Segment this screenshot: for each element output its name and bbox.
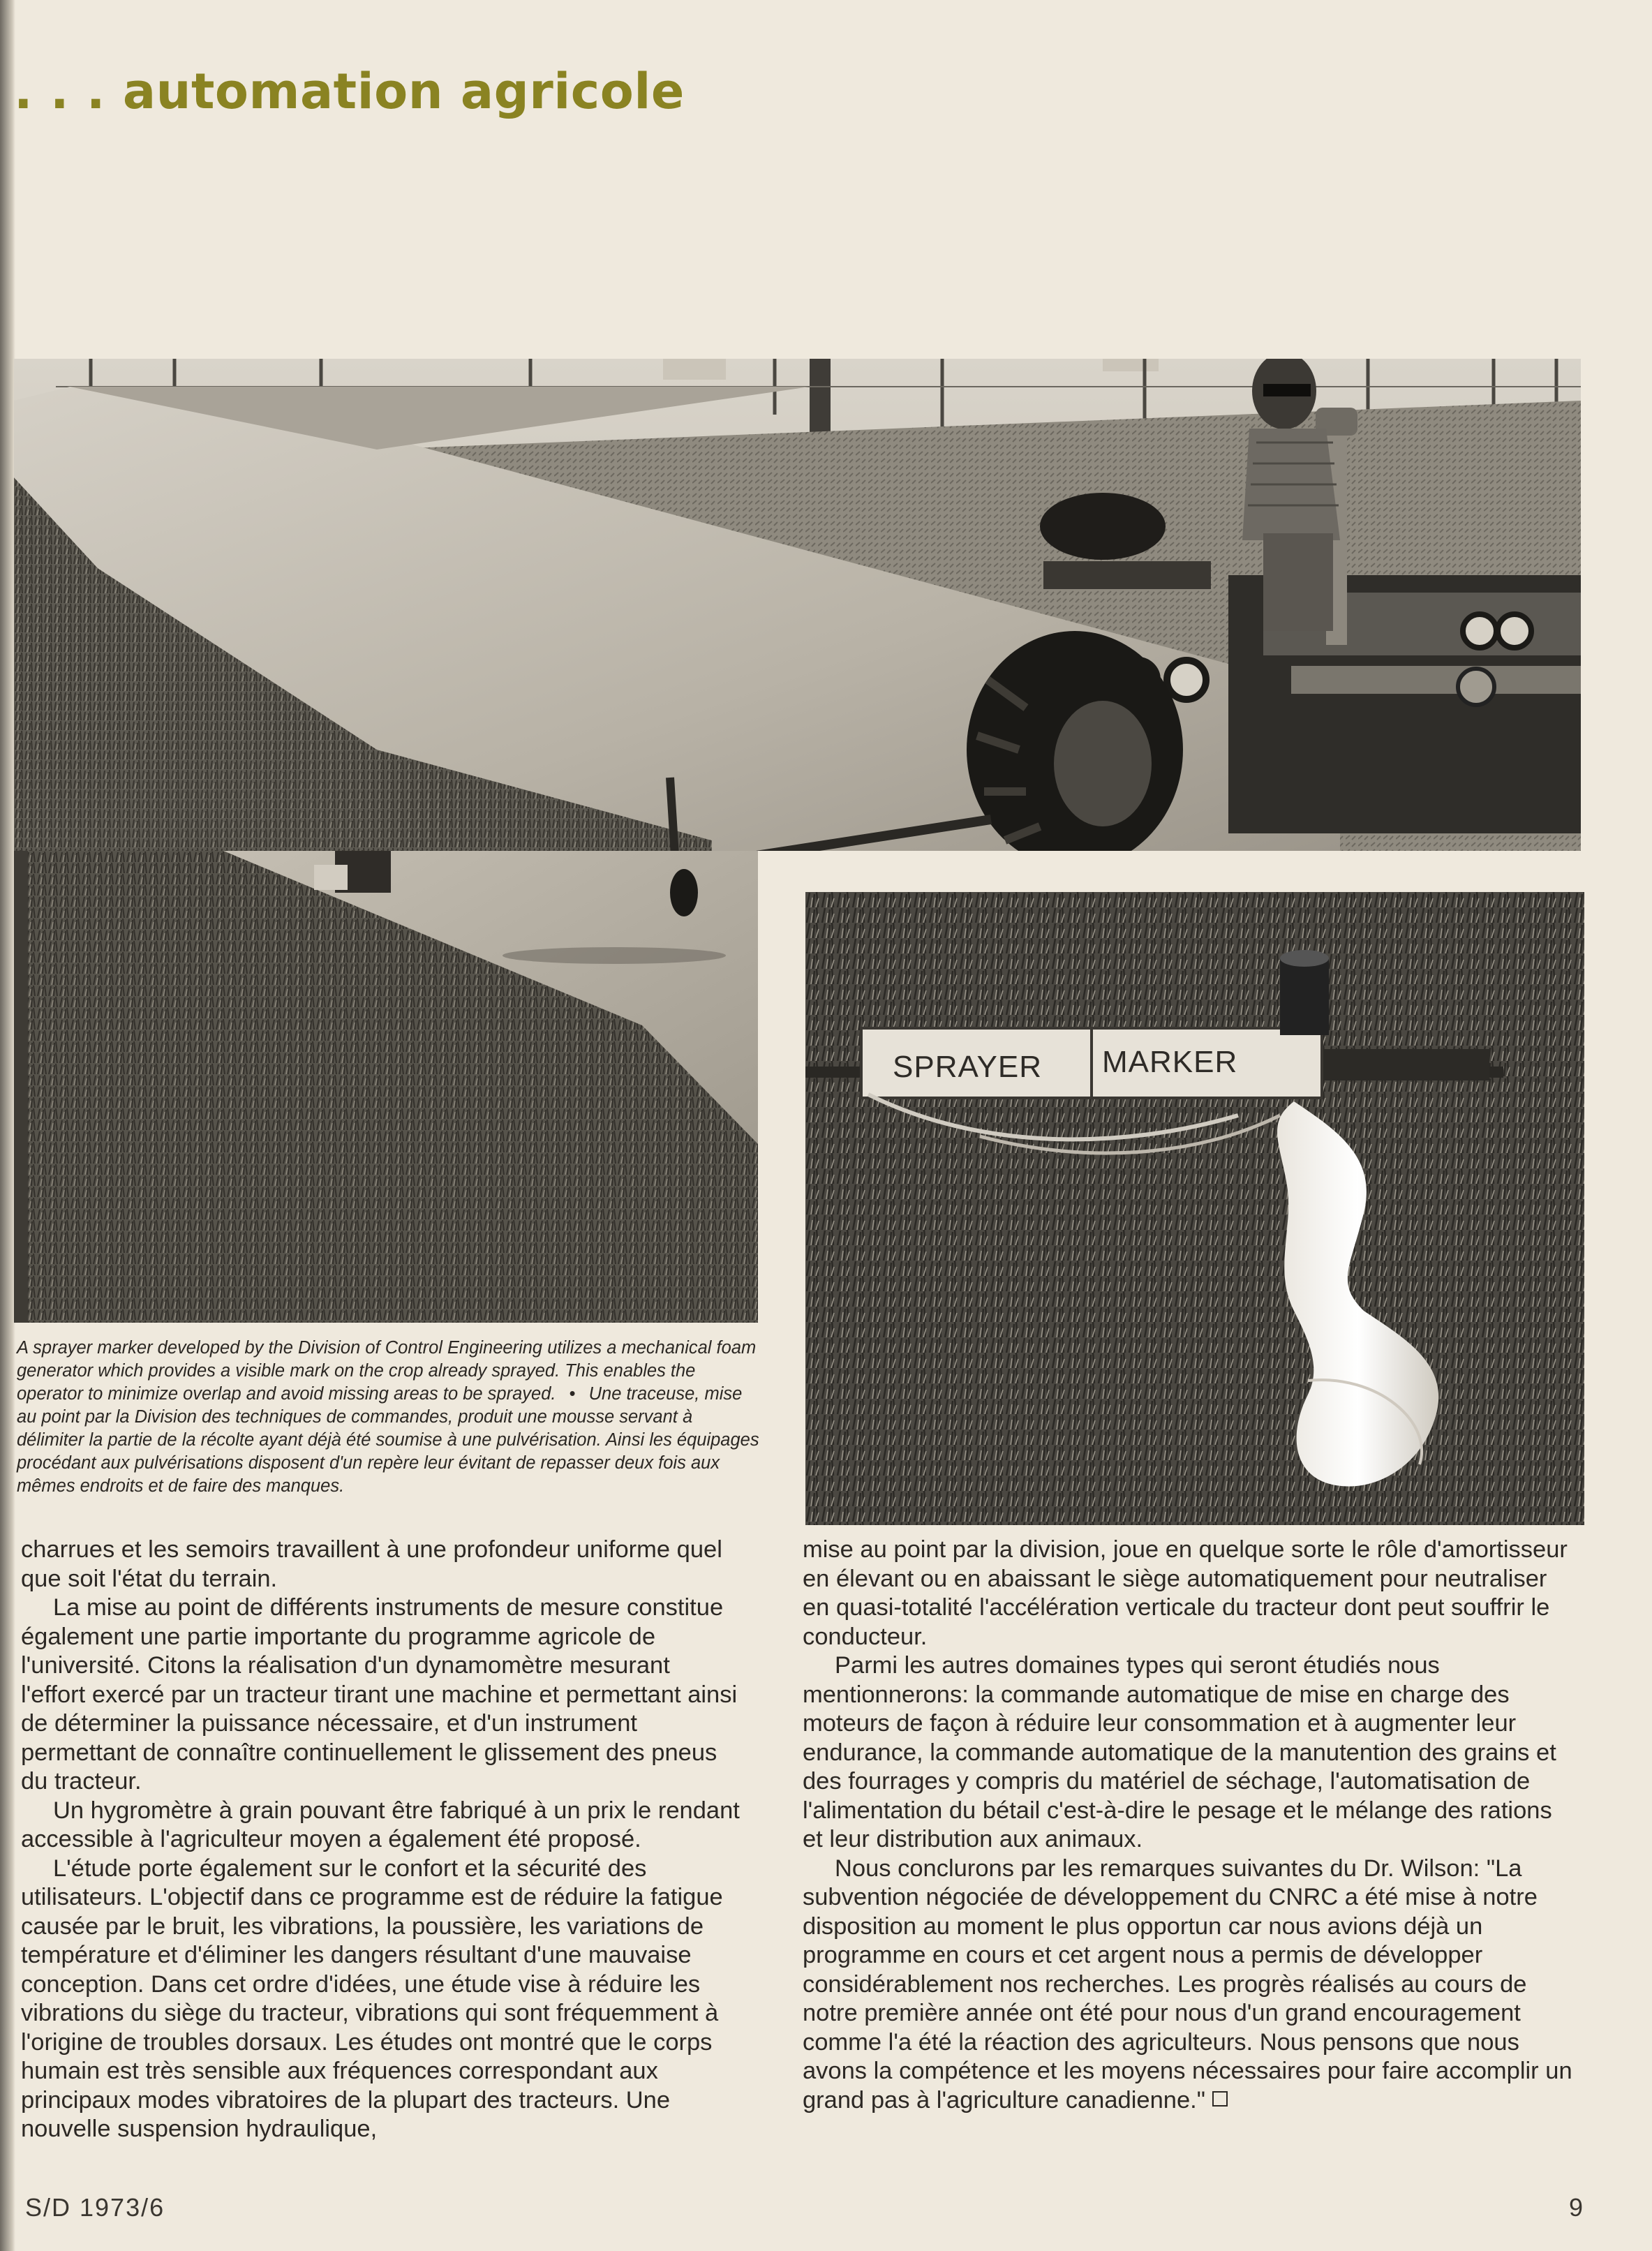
closing-quote-text: Nous conclurons par les remarques suivantes du Dr. Wilson: "La subvention négociée de développement du CNRC a été mise à notre disposition au moment le plus opportun car nous avions déjà un programme en cours et cet argent nous a permis de développer considérablement nos recherches. Les progrès réalisés au cours de notre première année ont été pour nous d'un grand encouragement comme l'a été la réaction des agriculteurs. Nous pensons que nous avons la compétence et les moyens nécessaires pour faire accomplir un grand pas à l'agriculture canadienne." bbox=[803, 1855, 1572, 2113]
body-column-left bbox=[21, 1536, 740, 2144]
tractor-with-sprayer-marker-photo-icon bbox=[14, 359, 1581, 851]
caption-french: Une traceuse, mise au point par la Division des techniques de commandes, produit une mousse servant à délimiter la partie de la récolte ayant déjà été soumise à une pulvérisation. Ainsi les équipages procédant aux pulvérisations disposent d'un repère leur évitant de repasser deux fois aux mêmes endroits et de faire des manques. bbox=[17, 1384, 759, 1496]
binding-shadow bbox=[0, 0, 15, 2251]
sprayer-marker-closeup-photo-icon bbox=[805, 892, 1584, 1525]
caption-english: A sprayer marker developed by the Division of Control Engineering utilizes a mechanical foam generator which provides a visible mark on the crop already sprayed. This enables the operator to minimize overlap and avoid missing areas to be sprayed. bbox=[17, 1338, 757, 1404]
photo-caption bbox=[17, 1337, 759, 1498]
tractor-photo-lower-section bbox=[14, 851, 758, 1323]
page-title: . . . automation agricole bbox=[14, 63, 685, 120]
body-paragraph: charrues et les semoirs travaillent à une profondeur uniforme quel que soit l'état du terrain. bbox=[21, 1536, 722, 1592]
body-paragraph: mise au point par la division, joue en quelque sorte le rôle d'amortisseur en élevant ou en abaissant le siège automatiquement pour neutraliser en quasi-totalité l'accélération verticale du tracteur dont peut souffrir le conducteur. bbox=[803, 1536, 1568, 1650]
caption-bullet: • bbox=[569, 1384, 576, 1404]
marker-closeup-photo bbox=[803, 890, 1586, 1527]
body-paragraph: Un hygromètre à grain pouvant être fabriqué à un prix le rendant accessible à l'agriculteur moyen a également été proposé. bbox=[21, 1797, 740, 1852]
sign-marker-text: MARKER bbox=[1102, 1045, 1238, 1079]
page-number: 9 bbox=[1569, 2193, 1584, 2222]
body-paragraph bbox=[803, 1855, 1574, 2116]
body-paragraph: La mise au point de différents instruments de mesure constitue également une partie importante du programme agricole de l'université. Citons la réalisation d'un dynamomètre mesurant l'effort exercé par un tracteur tirant une machine et permettant ainsi de déterminer la puissance nécessaire, et d'un instrument permettant de connaître continuellement le glissement des pneus du tracteur. bbox=[21, 1594, 738, 1795]
sign-sprayer-text: SPRAYER bbox=[893, 1050, 1043, 1084]
journal-issue-label: S/D 1973/6 bbox=[25, 2193, 165, 2222]
body-column-right bbox=[803, 1536, 1574, 2115]
tractor-photo bbox=[14, 359, 1581, 851]
end-of-article-icon bbox=[1212, 2091, 1228, 2107]
body-paragraph: Parmi les autres domaines types qui seront étudiés nous mentionnerons: la commande automatique de mise en charge des moteurs de façon à réduire leur consommation et à augmenter leur endurance, la commande automatique de la manutention des grains et des fourrages y compris du matériel de séchage, l'automatisation de l'alimentation du bétail c'est-à-dire le pesage et le mélange des rations et leur distribution aux animaux. bbox=[803, 1652, 1556, 1852]
roadside-grass-photo-icon bbox=[14, 851, 758, 1323]
body-paragraph: L'étude porte également sur le confort et la sécurité des utilisateurs. L'objectif dans ce programme est de réduire la fatigue causée par le bruit, les vibrations, la poussière, les variations de température et d'éliminer les dangers résultant d'une mauvaise conception. Dans cet ordre d'idées, une étude vise à réduire les vibrations du siège du tracteur, vibrations qui sont fréquemment à l'origine de troubles dorsaux. Les études ont montré que le corps humain est très sensible aux fréquences correspondant aux principaux modes vibratoires de la plupart des tracteurs. Une nouvelle suspension hydraulique, bbox=[21, 1855, 723, 2142]
